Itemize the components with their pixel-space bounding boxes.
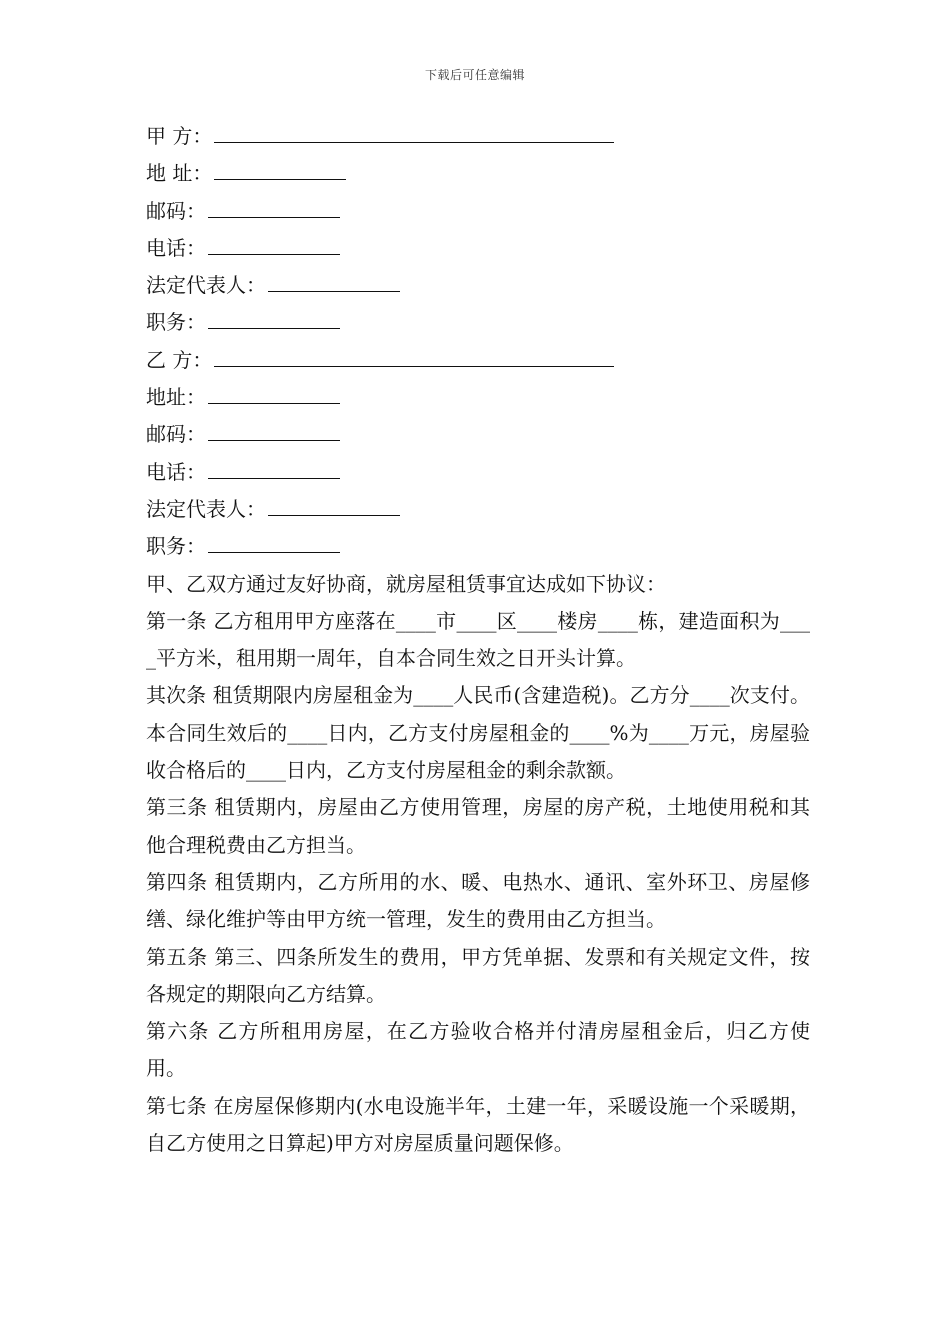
article-4: 第四条 租赁期内，乙方所用的水、暖、电热水、通讯、室外环卫、房屋修缮、绿化维护等由甲方统一管理，发生的费用由乙方担当。 xyxy=(146,869,810,932)
party-a-rep-blank xyxy=(268,269,400,292)
party-b-title-blank xyxy=(208,530,340,553)
party-a-name-label: 甲 方： xyxy=(146,124,213,148)
party-b-postcode-blank xyxy=(208,418,340,441)
party-b-phone-row xyxy=(146,454,810,491)
party-a-phone-blank xyxy=(208,232,340,255)
party-b-address-row xyxy=(146,379,810,416)
party-b-rep-row xyxy=(146,491,810,528)
article-5: 第五条 第三、四条所发生的费用，甲方凭单据、发票和有关规定文件，按各规定的期限向乙方结算。 xyxy=(146,944,810,1006)
article-7: 第七条 在房屋保修期内(水电设施半年，土建一年，采暖设施一个采暖期，自乙方使用之日算起)甲方对房屋质量问题保修。 xyxy=(146,1093,810,1156)
page-header: 下载后可任意编辑 xyxy=(424,68,525,82)
intro-paragraph: 甲、乙双方通过友好协商，就房屋租赁事宜达成如下协议： xyxy=(146,571,666,596)
party-b-name-blank xyxy=(214,344,614,367)
article-3: 第三条 租赁期内，房屋由乙方使用管理，房屋的房产税，土地使用税和其他合理税费由乙方担当。 xyxy=(146,795,810,857)
party-a-postcode-label: 邮码： xyxy=(146,198,206,223)
party-a-title-row xyxy=(146,304,810,341)
contract-body xyxy=(146,118,810,1162)
party-b-name-label: 乙 方： xyxy=(146,347,213,372)
party-b-title-row xyxy=(146,528,810,565)
party-a-phone-row xyxy=(146,230,810,267)
article-1: 第一条 乙方租用甲方座落在____市____区____楼房____栋，建造面积为____平方米，租用期一周年，自本合同生效之日开头计算。 xyxy=(146,608,810,671)
party-a-postcode-blank xyxy=(208,195,340,218)
party-b-postcode-label: 邮码： xyxy=(146,422,206,447)
article-2: 其次条 租赁期限内房屋租金为____人民币(含建造税)。乙方分____次支付。本合同生效后的____日内，乙方支付房屋租金的____%为____万元，房屋验收合格后的____日内，乙方支付房屋租金的剩余款额。 xyxy=(146,683,810,783)
party-b-phone-label: 电话： xyxy=(146,459,206,484)
party-a-address-row xyxy=(146,155,810,192)
article-6: 第六条 乙方所租用房屋，在乙方验收合格并付清房屋租金后，归乙方使用。 xyxy=(146,1019,810,1081)
party-b-postcode-row xyxy=(146,416,810,453)
party-a-title-label: 职务： xyxy=(146,310,206,335)
party-a-title-blank xyxy=(208,306,340,329)
party-a-postcode-row xyxy=(146,193,810,230)
party-b-name-row xyxy=(146,342,810,379)
party-a-name-row xyxy=(146,118,810,155)
party-a-phone-label: 电话： xyxy=(146,235,206,260)
party-b-rep-blank xyxy=(268,493,400,516)
party-b-address-label: 地址： xyxy=(146,385,206,410)
party-a-rep-row xyxy=(146,267,810,304)
party-b-rep-label: 法定代表人： xyxy=(146,496,266,521)
party-a-address-blank xyxy=(214,157,346,180)
party-b-title-label: 职务： xyxy=(146,534,206,559)
party-b-phone-blank xyxy=(208,456,340,479)
party-a-rep-label: 法定代表人： xyxy=(146,273,266,298)
party-a-name-blank xyxy=(214,120,614,143)
party-b-address-blank xyxy=(208,381,340,404)
party-a-address-label: 地 址： xyxy=(146,161,213,186)
